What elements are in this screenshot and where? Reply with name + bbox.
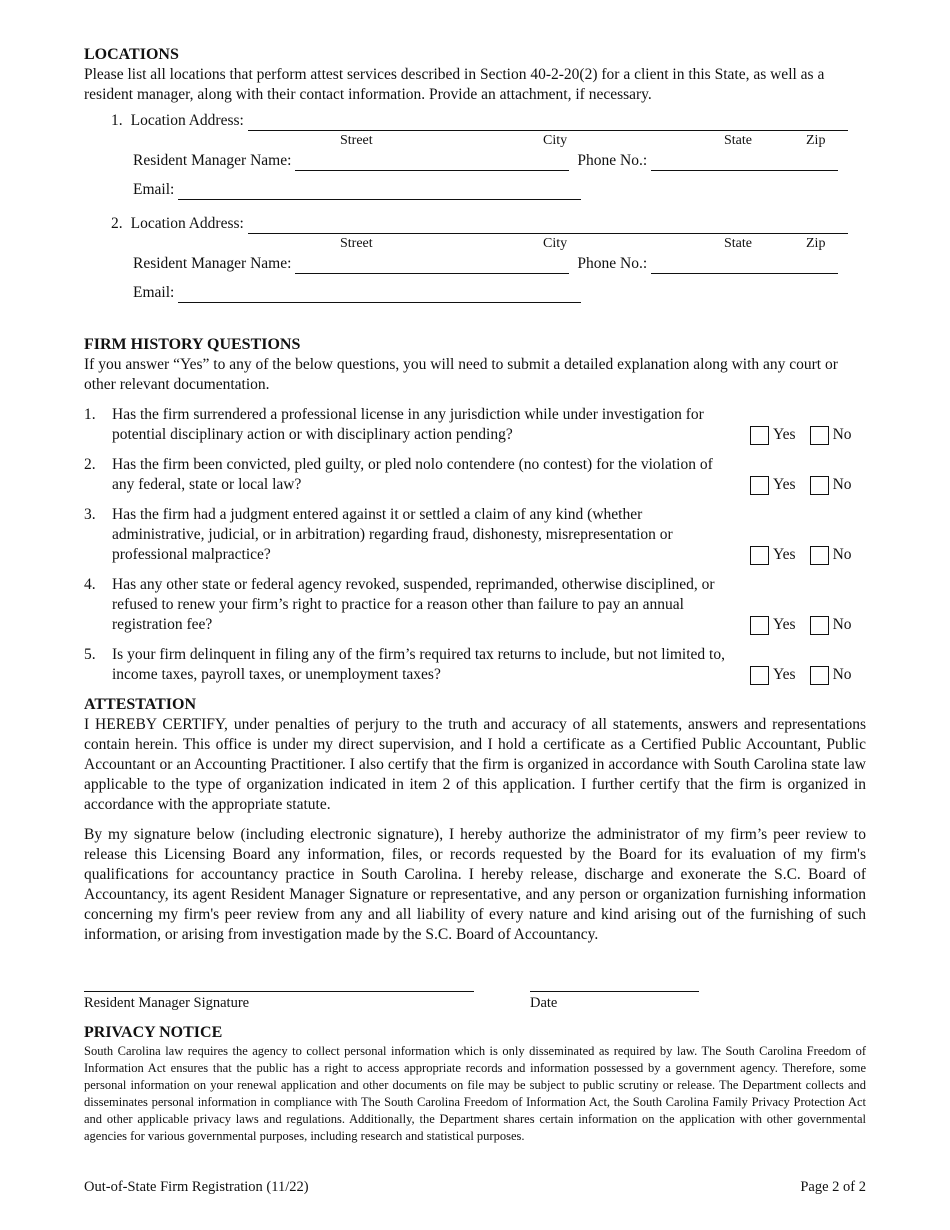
no-checkbox[interactable] <box>810 616 829 635</box>
yes-label: Yes <box>773 476 796 493</box>
yes-label: Yes <box>773 666 796 683</box>
privacy-text: South Carolina law requires the agency to collect personal information which is only disseminated as required by law. The South Carolina Freedom of Information Act ensures that the public has a right to access appropriate records and information possessed by a government agency. Therefore, some personal information on your renewal application and other documents on file may be subject to public scrutiny or release. The Department collects and disseminates personal information in compliance with The South Carolina Freedom of Information Act, the South Carolina Family Privacy Protection Act and other applicable privacy laws and regulations. Additionally, the Department shares certain information on the application with other governmental agencies for various governmental purposes, including research and statistical purposes. <box>84 1044 866 1143</box>
city-label: City <box>543 133 568 148</box>
no-label: No <box>832 476 852 493</box>
city-label: City <box>543 236 568 251</box>
state-label: State <box>724 236 752 251</box>
email-field[interactable] <box>178 183 581 200</box>
location-address-field[interactable] <box>248 217 848 234</box>
email-field[interactable] <box>178 286 581 303</box>
manager-name-field[interactable] <box>295 257 569 274</box>
signature-field[interactable] <box>84 991 474 992</box>
email-label: Email: <box>133 284 175 301</box>
question-number: 1. <box>84 406 96 423</box>
question-text: Has the firm surrendered a professional license in any jurisdiction while under investigation for potential disciplinary action or with disciplinary action pending? <box>112 406 704 443</box>
question-number: 2. <box>84 456 96 473</box>
yes-checkbox[interactable] <box>750 426 769 445</box>
date-field[interactable] <box>530 991 699 992</box>
manager-name-label: Resident Manager Name: <box>133 152 292 169</box>
privacy-section <box>84 1023 866 1145</box>
street-label: Street <box>340 133 373 148</box>
location-address-label: Location Address: <box>130 112 244 129</box>
yes-checkbox[interactable] <box>750 546 769 565</box>
history-question <box>84 575 866 635</box>
signature-row <box>84 973 866 1023</box>
question-text: Has any other state or federal agency revoked, suspended, reprimanded, otherwise disciplined, or refused to renew your firm’s right to practice for a reason other than failure to pay an annual registration fee? <box>112 576 715 633</box>
attestation-section <box>84 695 866 1023</box>
zip-label: Zip <box>806 236 826 251</box>
no-checkbox[interactable] <box>810 666 829 685</box>
page-footer <box>84 1177 866 1197</box>
form-name: Out-of-State Firm Registration (11/22) <box>84 1179 309 1195</box>
location-address-field[interactable] <box>248 114 848 131</box>
question-number: 5. <box>84 646 96 663</box>
no-label: No <box>832 426 852 443</box>
history-heading: FIRM HISTORY QUESTIONS <box>84 336 301 353</box>
page-number: Page 2 of 2 <box>800 1179 866 1195</box>
history-question <box>84 505 866 565</box>
street-label: Street <box>340 236 373 251</box>
question-text: Has the firm had a judgment entered against it or settled a claim of any kind (whether administrative, judicial, or in arbitration) regarding fraud, dishonesty, misrepresentation or professional malpractice? <box>112 506 673 563</box>
attestation-paragraph-2: By my signature below (including electronic signature), I hereby authorize the administrator of my firm’s peer review to release this Licensing Board any information, files, or records requested by the Board for its evaluation of my firm's qualifications for accountancy practice in South Carolina. I hereby release, discharge and exonerate the S.C. Board of Accountancy, its agent Resident Manager Signature or representative, and any person or organization furnishing information concerning my firm's peer review from any and all liability of every nature and kind arising out of the furnishing of such information, or arising from investigation made by the S.C. Board of Accountancy. <box>84 826 866 943</box>
date-label: Date <box>530 995 558 1011</box>
email-label: Email: <box>133 181 175 198</box>
phone-label: Phone No.: <box>577 255 648 272</box>
yes-label: Yes <box>773 426 796 443</box>
history-question <box>84 455 866 495</box>
location-entry-2 <box>84 214 866 317</box>
locations-intro: Please list all locations that perform attest services described in Section 40-2-20(2) for a client in this State, as well as a resident manager, along with their contact information. Provide an attachment, if necessary. <box>84 66 825 103</box>
history-question <box>84 405 866 445</box>
question-text: Has the firm been convicted, pled guilty, or pled nolo contendere (no contest) for the violation of any federal, state or local law? <box>112 456 713 493</box>
question-text: Is your firm delinquent in filing any of the firm’s required tax returns to include, but not limited to, income taxes, payroll taxes, or unemployment taxes? <box>112 646 725 683</box>
yes-checkbox[interactable] <box>750 616 769 635</box>
attestation-paragraph-1: I HEREBY CERTIFY, under penalties of perjury to the truth and accuracy of all statements, answers and representations contain herein. This office is under my direct supervision, and I hold a certificate as a Certified Public Accountant, Public Accountant or an Accounting Practitioner. I also certify that the firm is organized in accordance with South Carolina state law applicable to the type of organization indicated in item 2 of this application. I further certify that the firm is organized in accordance with the appropriate statute. <box>84 716 866 813</box>
no-checkbox[interactable] <box>810 426 829 445</box>
yes-label: Yes <box>773 616 796 633</box>
phone-label: Phone No.: <box>577 152 648 169</box>
signature-label: Resident Manager Signature <box>84 995 250 1011</box>
history-question <box>84 645 866 685</box>
yes-checkbox[interactable] <box>750 666 769 685</box>
question-number: 3. <box>84 506 96 523</box>
locations-section <box>84 45 866 317</box>
phone-field[interactable] <box>651 257 838 274</box>
no-label: No <box>832 666 852 683</box>
zip-label: Zip <box>806 133 826 148</box>
attestation-heading: ATTESTATION <box>84 696 197 713</box>
history-section <box>84 335 866 685</box>
state-label: State <box>724 133 752 148</box>
location-entry-1 <box>84 111 866 214</box>
yes-checkbox[interactable] <box>750 476 769 495</box>
history-intro: If you answer “Yes” to any of the below questions, you will need to submit a detailed explanation along with any court or other relevant documentation. <box>84 356 838 393</box>
location-address-label: Location Address: <box>130 215 244 232</box>
phone-field[interactable] <box>651 154 838 171</box>
yes-label: Yes <box>773 546 796 563</box>
no-checkbox[interactable] <box>810 476 829 495</box>
manager-name-label: Resident Manager Name: <box>133 255 292 272</box>
location-number: 1. <box>111 112 123 129</box>
manager-name-field[interactable] <box>295 154 569 171</box>
locations-heading: LOCATIONS <box>84 46 179 63</box>
question-number: 4. <box>84 576 96 593</box>
no-label: No <box>832 616 852 633</box>
privacy-heading: PRIVACY NOTICE <box>84 1024 223 1041</box>
no-label: No <box>832 546 852 563</box>
no-checkbox[interactable] <box>810 546 829 565</box>
location-number: 2. <box>111 215 123 232</box>
form-page <box>84 45 866 1145</box>
